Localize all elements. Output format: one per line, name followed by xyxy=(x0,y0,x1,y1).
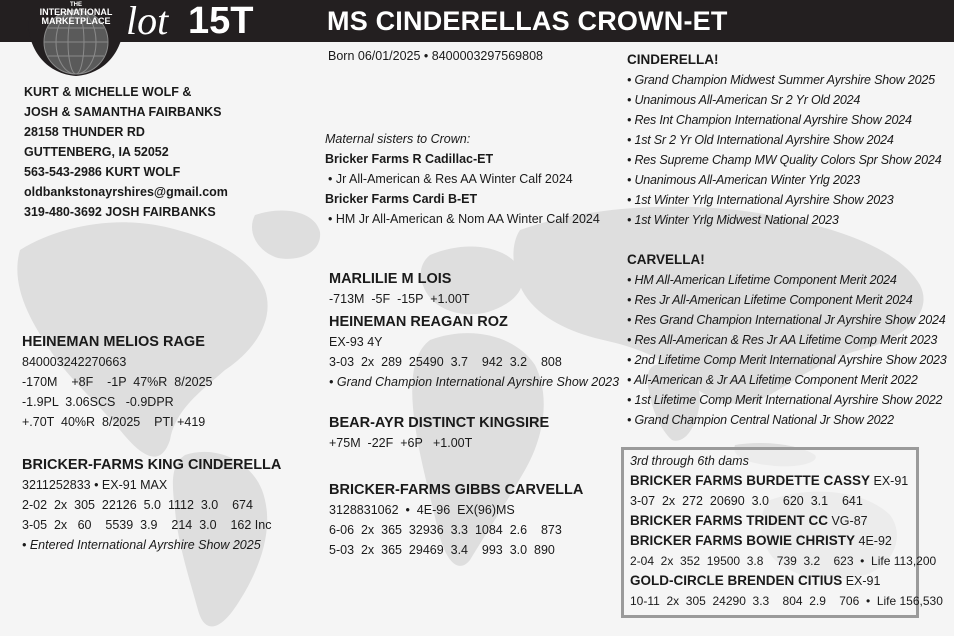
logo-text-the: THE xyxy=(70,2,82,8)
maternal-sisters-block xyxy=(325,129,600,229)
dam6-score: EX-91 xyxy=(842,574,881,588)
accomplishment-item: • Unanimous All-American Sr 2 Yr Old 2024 xyxy=(627,93,861,107)
sister-name: Bricker Farms R Cadillac-ET xyxy=(325,152,494,166)
dam5-record: 2-04 2x 352 19500 3.8 739 3.2 623 • Life 113,200 xyxy=(630,554,937,568)
owner-line: JOSH & SAMANTHA FAIRBANKS xyxy=(24,105,222,119)
dam-dam-block xyxy=(329,480,583,560)
dam-dam-id: 3128831062 • 4E-96 EX(96)MS xyxy=(329,503,515,517)
accomplishment-item: • Res Jr All-American Lifetime Component Merit 2024 xyxy=(627,293,913,307)
sire-block xyxy=(22,332,213,432)
sister-name: Bricker Farms Cardi B-ET xyxy=(325,192,478,206)
dam-record: 3-05 2x 60 5539 3.9 214 3.0 162 Inc xyxy=(22,518,272,532)
accomplishment-item: • Res Grand Champion International Jr Ayrshire Show 2024 xyxy=(627,313,946,327)
owner-contact-block xyxy=(24,82,228,222)
dam-block xyxy=(22,455,281,555)
sire-dam-note: • Grand Champion International Ayrshire Show 2023 xyxy=(329,375,620,389)
owner-email: oldbankstonayrshires@gmail.com xyxy=(24,185,228,199)
dam6-record: 10-11 2x 305 24290 3.3 804 2.9 706 • Life 156,530 xyxy=(630,594,943,608)
dam3-record: 3-07 2x 272 20690 3.0 620 3.1 641 xyxy=(630,494,863,508)
dam4-score: VG-87 xyxy=(828,514,868,528)
accomplishment-item: • HM All-American Lifetime Component Merit 2024 xyxy=(627,273,897,287)
dam-id: 3211252833 • EX-91 MAX xyxy=(22,478,168,492)
logo-text-international: INTERNATIONAL xyxy=(39,7,113,17)
sire-id: 840003242270663 xyxy=(22,355,127,369)
lot-label: lot xyxy=(126,0,169,43)
sire-dam-block xyxy=(329,312,619,392)
sister-note: • HM Jr All-American & Nom AA Winter Calf 2024 xyxy=(328,212,600,226)
animal-name-title: MS CINDERELLAS CROWN-ET xyxy=(327,6,728,36)
dam-dam-record: 6-06 2x 365 32936 3.3 1084 2.6 873 xyxy=(329,523,562,537)
dam5-score: 4E-92 xyxy=(855,534,892,548)
accomplishment-item: • Res Int Champion International Ayrshire Show 2024 xyxy=(627,113,912,127)
dam5-name: BRICKER FARMS BOWIE CHRISTY xyxy=(630,533,856,548)
extended-dams-content xyxy=(630,451,943,611)
sire-dam-score: EX-93 4Y xyxy=(329,335,383,349)
owner-address: 28158 THUNDER RD xyxy=(24,125,145,139)
sire-dam-record: 3-03 2x 289 25490 3.7 942 3.2 808 xyxy=(329,355,562,369)
sire-proof-line: -1.9PL 3.06SCS -0.9DPR xyxy=(22,395,174,409)
owner-phone: 319-480-3692 JOSH FAIRBANKS xyxy=(24,205,216,219)
owner-city: GUTTENBERG, IA 52052 xyxy=(24,145,169,159)
sire-sire-proof: -713M -5F -15P +1.00T xyxy=(329,292,470,306)
dam-dam-record: 5-03 2x 365 29469 3.4 993 3.0 890 xyxy=(329,543,555,557)
carvella-heading: CARVELLA! xyxy=(627,252,705,267)
carvella-accomplishments xyxy=(627,250,946,430)
cinderella-heading: CINDERELLA! xyxy=(627,52,719,67)
sire-proof-line: -170M +8F -1P 47%R 8/2025 xyxy=(22,375,213,389)
dam-sire-name: BEAR-AYR DISTINCT KINGSIRE xyxy=(329,415,550,431)
accomplishment-item: • Res All-American & Res Jr AA Lifetime Comp Merit 2023 xyxy=(627,333,938,347)
sire-name: HEINEMAN MELIOS RAGE xyxy=(22,334,205,350)
accomplishment-item: • 1st Winter Yrlg International Ayrshire Show 2023 xyxy=(627,193,894,207)
accomplishment-item: • Res Supreme Champ MW Quality Colors Spr Show 2024 xyxy=(627,153,942,167)
owner-line: KURT & MICHELLE WOLF & xyxy=(24,85,192,99)
sister-note: • Jr All-American & Res AA Winter Calf 2024 xyxy=(328,172,573,186)
accomplishment-item: • 2nd Lifetime Comp Merit International Ayrshire Show 2023 xyxy=(627,353,947,367)
accomplishment-item: • Unanimous All-American Winter Yrlg 2023 xyxy=(627,173,860,187)
dam-sire-proof: +75M -22F +6P +1.00T xyxy=(329,436,473,450)
sire-sire-name: MARLILIE M LOIS xyxy=(329,271,452,287)
international-marketplace-logo xyxy=(24,0,128,78)
owner-phone: 563-543-2986 KURT WOLF xyxy=(24,165,181,179)
born-line: Born 06/01/2025 • 8400003297569808 xyxy=(328,49,543,63)
dam6-name: GOLD-CIRCLE BRENDEN CITIUS xyxy=(630,573,843,588)
sire-proof-line: +.70T 40%R 8/2025 PTI +419 xyxy=(22,415,206,429)
dam4-name: BRICKER FARMS TRIDENT CC xyxy=(630,513,828,528)
accomplishment-item: • Grand Champion Midwest Summer Ayrshire Show 2025 xyxy=(627,73,935,87)
dam3-score: EX-91 xyxy=(870,474,909,488)
dam3-name: BRICKER FARMS BURDETTE CASSY xyxy=(630,473,871,488)
dam-dam-name: BRICKER-FARMS GIBBS CARVELLA xyxy=(329,482,584,498)
dam-name: BRICKER-FARMS KING CINDERELLA xyxy=(22,457,282,473)
sire-sire-block xyxy=(329,269,469,309)
dam-sire-block xyxy=(329,413,549,453)
accomplishment-item: • All-American & Jr AA Lifetime Component Merit 2022 xyxy=(627,373,918,387)
accomplishment-item: • 1st Lifetime Comp Merit International Ayrshire Show 2022 xyxy=(627,393,943,407)
accomplishment-item: • Grand Champion Central National Jr Show 2022 xyxy=(627,413,894,427)
sire-dam-name: HEINEMAN REAGAN ROZ xyxy=(329,314,508,330)
maternal-intro: Maternal sisters to Crown: xyxy=(325,132,471,146)
logo-text-marketplace: MARKETPLACE xyxy=(41,16,111,26)
accomplishment-item: • 1st Sr 2 Yr Old International Ayrshire Show 2024 xyxy=(627,133,894,147)
dam-note: • Entered International Ayrshire Show 2025 xyxy=(22,538,261,552)
dam-record: 2-02 2x 305 22126 5.0 1112 3.0 674 xyxy=(22,498,253,512)
accomplishment-item: • 1st Winter Yrlg Midwest National 2023 xyxy=(627,213,839,227)
extended-dams-heading: 3rd through 6th dams xyxy=(630,454,749,468)
cinderella-accomplishments xyxy=(627,50,941,230)
lot-number: 15T xyxy=(188,0,254,42)
